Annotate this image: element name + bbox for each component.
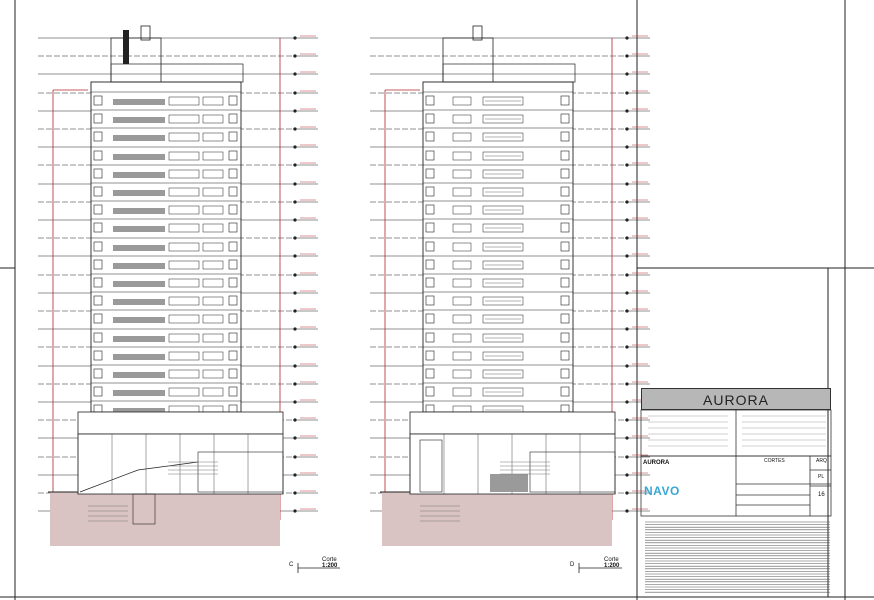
podium-top [410, 412, 615, 434]
rooftop-block [443, 38, 493, 82]
title-block [640, 388, 832, 596]
level-marker [293, 182, 296, 185]
level-marker [293, 455, 296, 458]
level-marker [293, 327, 296, 330]
level-marker [293, 345, 296, 348]
section-c-letter: C [289, 562, 294, 568]
sheet-number: 16 [818, 492, 825, 498]
section-d-title [604, 557, 619, 569]
level-marker [293, 109, 296, 112]
level-marker [625, 455, 628, 458]
level-marker [293, 254, 296, 257]
antenna [123, 30, 129, 64]
level-marker [293, 309, 296, 312]
level-marker [625, 418, 628, 421]
level-marker [293, 218, 296, 221]
balcony-panel [113, 372, 165, 378]
level-marker [625, 127, 628, 130]
machine-room [443, 64, 575, 82]
project-name-header: AURORA [641, 388, 831, 410]
level-marker [625, 509, 628, 512]
level-marker [293, 473, 296, 476]
level-marker [293, 200, 296, 203]
machine-room [111, 64, 243, 82]
level-marker [293, 91, 296, 94]
ground-fill [382, 492, 612, 546]
section-c-drawing [38, 26, 318, 546]
level-marker [625, 345, 628, 348]
level-marker [625, 109, 628, 112]
balcony-panel [113, 245, 165, 251]
level-marker [293, 509, 296, 512]
level-marker [293, 163, 296, 166]
balcony-panel [113, 154, 165, 160]
project-label: AURORA [643, 460, 670, 466]
level-marker [293, 127, 296, 130]
discipline-code: ARQ [816, 458, 827, 464]
balcony-panel [113, 263, 165, 269]
balcony-panel [113, 336, 165, 342]
podium-top [78, 412, 283, 434]
level-marker [625, 254, 628, 257]
section-d-scale: 1:200 [604, 563, 620, 569]
ground-fill [50, 492, 280, 546]
section-d-title-text: Corte [604, 557, 619, 563]
balcony-panel [113, 99, 165, 105]
level-marker [625, 491, 628, 494]
level-marker [293, 273, 296, 276]
balcony-panel [113, 281, 165, 287]
sheet-title: CORTES [764, 458, 785, 464]
level-marker [293, 491, 296, 494]
level-marker [625, 200, 628, 203]
level-marker [293, 382, 296, 385]
level-marker [293, 436, 296, 439]
level-marker [625, 400, 628, 403]
level-marker [625, 436, 628, 439]
level-marker [625, 54, 628, 57]
level-marker [625, 382, 628, 385]
level-marker [625, 309, 628, 312]
balcony-panel [113, 390, 165, 396]
level-marker [293, 36, 296, 39]
section-d-drawing [370, 26, 650, 546]
balcony-panel [113, 117, 165, 123]
level-marker [625, 473, 628, 476]
rooftop-block [111, 38, 161, 82]
level-marker [293, 72, 296, 75]
section-c-title [322, 557, 337, 569]
balcony-panel [113, 317, 165, 323]
level-marker [625, 91, 628, 94]
level-marker [625, 273, 628, 276]
level-marker [293, 236, 296, 239]
level-marker [625, 72, 628, 75]
balcony-panel [113, 354, 165, 360]
company-logo: NAVO [644, 484, 680, 498]
level-marker [625, 145, 628, 148]
section-d-letter: D [570, 562, 575, 568]
balcony-panel [113, 172, 165, 178]
section-c-scale: 1:200 [322, 563, 338, 569]
level-marker [625, 163, 628, 166]
balcony-panel [113, 135, 165, 141]
balcony-panel [113, 208, 165, 214]
level-marker [293, 54, 296, 57]
discipline-subcode: PL [818, 474, 825, 480]
storefront-glazing [490, 474, 528, 492]
level-marker [625, 218, 628, 221]
level-marker [293, 145, 296, 148]
level-marker [625, 327, 628, 330]
balcony-panel [113, 299, 165, 305]
level-marker [293, 291, 296, 294]
level-marker [625, 291, 628, 294]
level-marker [293, 364, 296, 367]
level-marker [625, 36, 628, 39]
level-marker [293, 418, 296, 421]
balcony-panel [113, 226, 165, 232]
balcony-panel [113, 190, 165, 196]
level-marker [625, 182, 628, 185]
level-marker [625, 236, 628, 239]
section-c-title-text: Corte [322, 557, 337, 563]
level-marker [625, 364, 628, 367]
level-marker [293, 400, 296, 403]
